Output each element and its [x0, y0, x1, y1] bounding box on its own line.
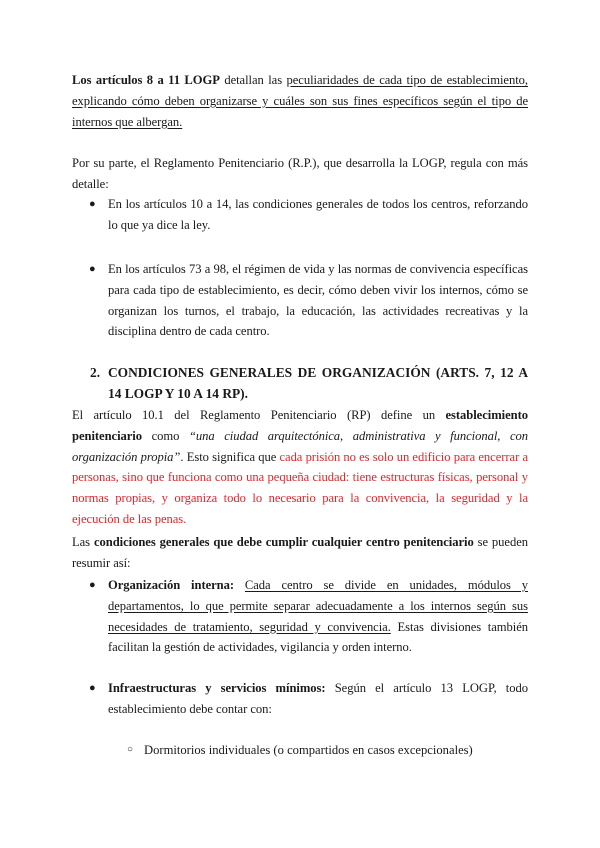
- circle-bullet-icon: ○: [127, 744, 134, 755]
- bold-text: establecimiento penitenciario: [72, 408, 528, 443]
- text-span: El artículo 10.1 del Reglamento Penitenciario (RP) define un: [72, 408, 446, 422]
- bullet-icon: ●: [89, 263, 96, 275]
- sub-list-item-text: Dormitorios individuales (o compartidos en casos excepcionales): [144, 743, 473, 757]
- underlined-text: Cada centro se divide en unidades, módulos y departamentos, lo que permite separar adecuadamente a los internos según sus necesidades de tratamiento, seguridad y convivencia.: [108, 578, 528, 634]
- text-span: Las: [72, 535, 94, 549]
- section-title: CONDICIONES GENERALES DE ORGANIZACIÓN (ARTS. 7, 12 A 14 LOGP Y 10 A 14 RP).: [108, 365, 528, 401]
- section-number: 2.: [90, 365, 101, 380]
- highlighted-red-text: cada prisión no es solo un edificio para encerrar a personas, sino que funciona como una pequeña ciudad: tiene estructuras físicas, personal y normas propias, y organiza todo lo necesario para la convivencia, la seguridad y la ejecución de las penas.: [72, 449, 528, 526]
- text-span: Según el artículo 13 LOGP, todo establecimiento debe contar con:: [108, 681, 528, 716]
- quoted-definition: “una ciudad arquitectónica, administrativa y funcional, con organización propia”: [72, 428, 528, 464]
- list-item-text: En los artículos 73 a 98, el régimen de vida y las normas de convivencia específicas para cada tipo de establecimiento, es decir, cómo deben vivir los internos, cómo se organizan los turnos, el trabajo, la educación, las actividades recreativas y la disciplina dentro de cada centro.: [108, 262, 528, 339]
- text-span: Por su parte, el Reglamento Penitenciario (R.P.), que desarrolla la LOGP, regula con más detalle:: [72, 156, 528, 191]
- paragraph-reglamento: [72, 153, 528, 195]
- list-item: [108, 678, 528, 720]
- bold-text: Infraestructuras y servicios mínimos:: [108, 681, 326, 695]
- paragraph-intro-logp: [72, 70, 528, 132]
- text-span: como: [142, 428, 189, 443]
- section-heading: [90, 362, 528, 406]
- bullet-icon: ●: [89, 682, 96, 694]
- sub-list-item: [144, 740, 528, 761]
- bullet-icon: ●: [89, 579, 96, 591]
- list-item: [108, 194, 528, 236]
- list-item-text: En los artículos 10 a 14, las condiciones generales de todos los centros, reforzando lo que ya dice la ley.: [108, 197, 528, 232]
- text-span: Estas divisiones también facilitan la gestión de actividades, vigilancia y orden interno.: [108, 619, 528, 655]
- bold-text: Organización interna:: [108, 578, 235, 592]
- text-span: . Esto significa que: [180, 449, 280, 464]
- list-item: [108, 259, 528, 342]
- text-span: se pueden resumir así:: [72, 535, 528, 570]
- paragraph-conditions-intro: [72, 532, 528, 574]
- bullet-icon: ●: [89, 198, 96, 210]
- bold-text: condiciones generales que debe cumplir cualquier centro penitenciario: [93, 535, 474, 549]
- paragraph-definition: [72, 405, 528, 530]
- bold-text: Los artículos 8 a 11 LOGP: [72, 73, 220, 87]
- underlined-text: peculiaridades de cada tipo de establecimiento, explicando cómo deben organizarse y cuáles son sus fines específicos según el tipo de internos que albergan.: [72, 73, 528, 129]
- text-span: detallan las: [219, 73, 287, 87]
- list-item: [108, 575, 528, 658]
